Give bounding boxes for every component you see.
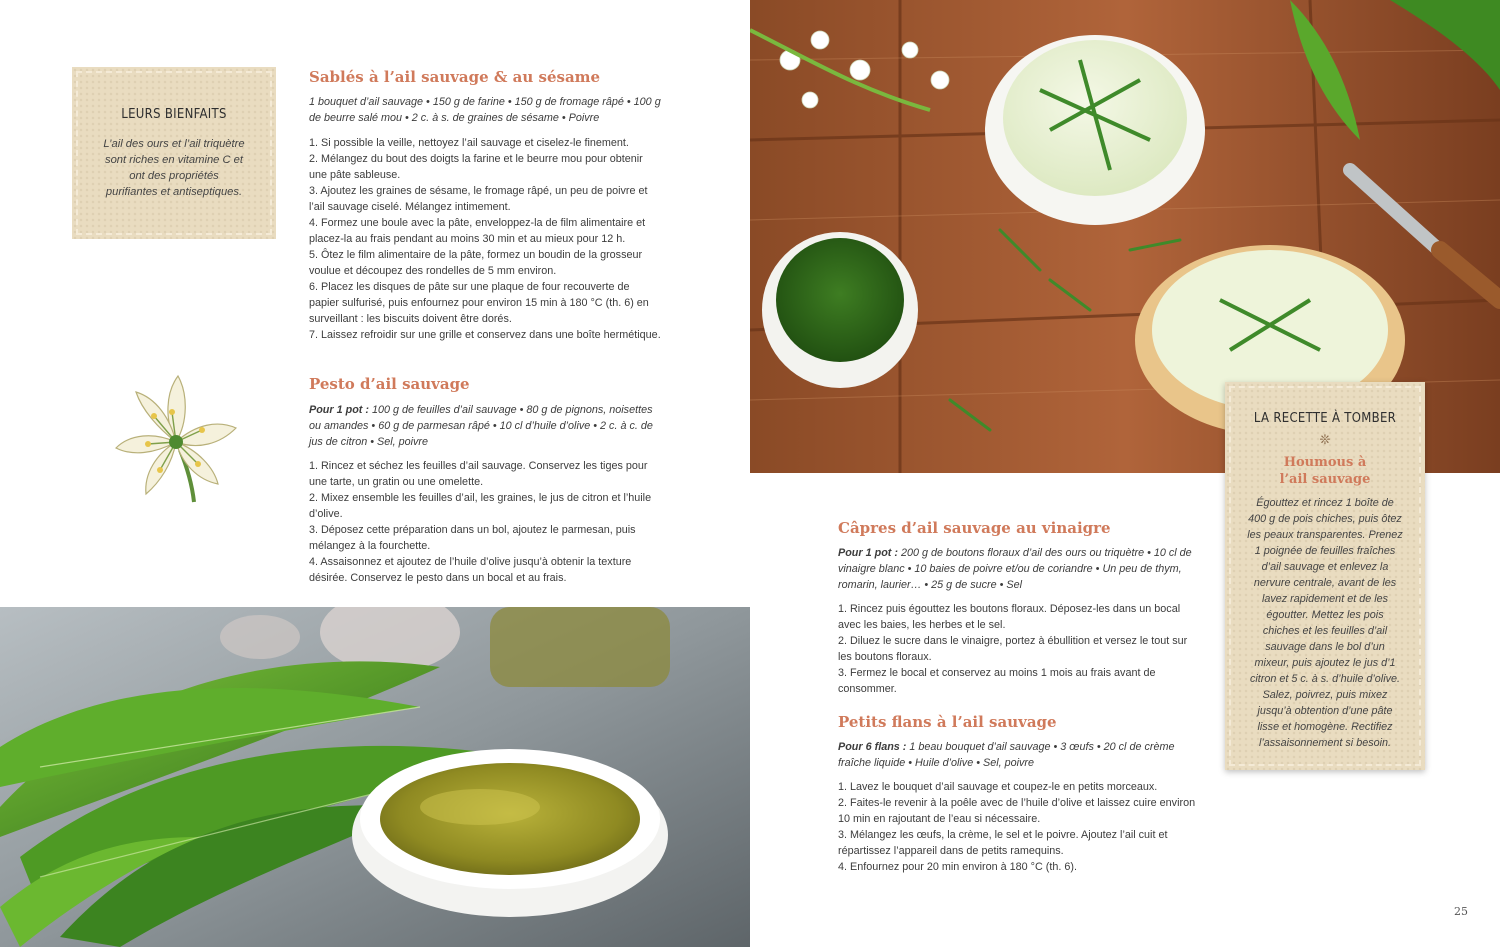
ingredients-text: 1 beau bouquet d’ail sauvage • 3 œufs • 20 cl de crème fraîche liquide • Huile d’olive • Sel, poivre [838, 741, 1175, 769]
ingredients-text: 1 bouquet d’ail sauvage • 150 g de farine • 150 g de fromage râpé • 100 g de beurre salé mou • 2 c. à s. de graines de sésame • Poivre [309, 96, 661, 124]
recipe-sables [309, 68, 661, 343]
recipe-step: 2. Mixez ensemble les feuilles d’ail, les graines, le jus de citron et l’huile d’olive. [309, 492, 652, 520]
highlight-text: Égouttez et rincez 1 boîte de 400 g de pois chiches, puis ôtez les peaux transparentes. Prenez 1 poignée de feuilles fraîches d’ail sauvage et enlevez la nervure centrale, avant de les lavez rapidement et de les égoutter. Mettez les pois chiches et les feuilles d’ail sauvage dans le bol d’un mixeur, puis ajoutez le jus d’1 citron et 5 c. à s. d’huile d’olive. Salez, poivrez, puis mixez jusqu’à obtention d’une pâte lisse et homogène. Rectifiez l’assaisonnement si besoin. [1247, 497, 1403, 749]
recipe-steps [309, 458, 665, 586]
recipe-step: 4. Assaisonnez et ajoutez de l’huile d’olive jusqu’à obtenir la texture désirée. Conservez le pesto dans un bocal et au frais. [309, 556, 632, 584]
page-number: 25 [1454, 905, 1468, 918]
recipe-title: Sablés à l’ail sauvage & au sésame [309, 68, 601, 86]
recipe-step: 4. Enfournez pour 20 min environ à 180 °C (th. 6). [838, 861, 1077, 873]
recipe-step: 2. Faites-le revenir à la poêle avec de l’huile d’olive et laissez cuire environ 10 min en rajoutant de l’eau si nécessaire. [838, 797, 1196, 825]
benefits-label [72, 67, 276, 239]
recipe-ingredients [838, 545, 1198, 593]
benefits-title: LEURS BIENFAITS [121, 107, 227, 122]
recipe-step: 2. Mélangez du bout des doigts la farine et le beurre mou pour obtenir une pâte sableuse. [309, 153, 643, 181]
recipe-step: 3. Ajoutez les graines de sésame, le fromage râpé, un peu de poivre et l’ail sauvage ciselé. Mélangez intimement. [309, 185, 648, 213]
recipe-pesto [309, 375, 665, 586]
recipe-step: 4. Formez une boule avec la pâte, enveloppez-la de film alimentaire et placez-la au frais pendant au moins 30 min et au mieux pour 12 h. [309, 217, 646, 245]
recipe-step: 3. Fermez le bocal et conservez au moins 1 mois au frais avant de consommer. [838, 667, 1156, 695]
recipe-steps [838, 779, 1196, 875]
ingredients-lead: Pour 6 flans : [838, 741, 907, 753]
recipe-ingredients [838, 739, 1196, 771]
highlight-recipe-card [1225, 382, 1425, 770]
recipe-step: 1. Rincez puis égouttez les boutons floraux. Déposez-les dans un bocal avec les baies, les herbes et le sel. [838, 603, 1181, 631]
recipe-steps [838, 601, 1198, 697]
recipe-title: Câpres d’ail sauvage au vinaigre [838, 519, 1111, 537]
recipe-flans [838, 713, 1196, 875]
recipe-step: 7. Laissez refroidir sur une grille et conservez dans une boîte hermétique. [309, 329, 661, 341]
recipe-title: Petits flans à l’ail sauvage [838, 713, 1057, 731]
highlight-title: LA RECETTE À TOMBER [1253, 411, 1397, 426]
ingredients-text: 200 g de boutons floraux d’ail des ours ou triquètre • 10 cl de vinaigre blanc • 10 baies de poivre et/ou de coriandre • Un peu de thym, romarin, laurier… • 25 g de sucre • Sel [838, 547, 1192, 591]
ingredients-lead: Pour 1 pot : [838, 547, 898, 559]
recipe-ingredients [309, 94, 661, 126]
highlight-recipe-title: Houmous à l’ail sauvage [1279, 455, 1371, 487]
recipe-capres [838, 519, 1198, 697]
recipe-step: 3. Mélangez les œufs, la crème, le sel et le poivre. Ajoutez l’ail cuit et répartissez l’appareil dans de petits ramequins. [838, 829, 1168, 857]
recipe-step: 6. Placez les disques de pâte sur une plaque de four recouverte de papier sulfurisé, puis enfournez pour environ 15 min à 180 °C (th. 6) en surveillant : les biscuits doivent être dorés. [309, 281, 649, 325]
recipe-step: 1. Lavez le bouquet d’ail sauvage et coupez-le en petits morceaux. [838, 781, 1158, 793]
recipe-step: 1. Si possible la veille, nettoyez l’ail sauvage et ciselez-le finement. [309, 137, 629, 149]
recipe-step: 5. Ôtez le film alimentaire de la pâte, formez un boudin de la grosseur voulue et découpez des rondelles de 5 mm environ. [309, 249, 643, 277]
recipe-title: Pesto d’ail sauvage [309, 375, 470, 393]
recipe-step: 3. Déposez cette préparation dans un bol, ajoutez le parmesan, puis mélangez à la fourchette. [309, 524, 636, 552]
wild-garlic-flower-illustration [112, 372, 240, 504]
ingredients-lead: Pour 1 pot : [309, 404, 369, 416]
recipe-step: 1. Rincez et séchez les feuilles d’ail sauvage. Conservez les tiges pour une tarte, un gratin ou une omelette. [309, 460, 648, 488]
pesto-bowl-photo [0, 607, 750, 947]
recipe-step: 2. Diluez le sucre dans le vinaigre, portez à ébullition et versez le tout sur les boutons floraux. [838, 635, 1188, 663]
benefits-text: L’ail des ours et l’ail triquètre sont riches en vitamine C et ont des propriétés purifiantes et antiseptiques. [103, 138, 245, 198]
recipe-ingredients [309, 402, 665, 450]
ingredients-text: 100 g de feuilles d’ail sauvage • 80 g de pignons, noisettes ou amandes • 60 g de parmesan râpé • 10 cl d’huile d’olive • 2 c. à c. de jus de citron • Sel, poivre [309, 404, 653, 448]
highlight-ornament: ❊ [1319, 433, 1331, 448]
recipe-steps [309, 135, 661, 343]
